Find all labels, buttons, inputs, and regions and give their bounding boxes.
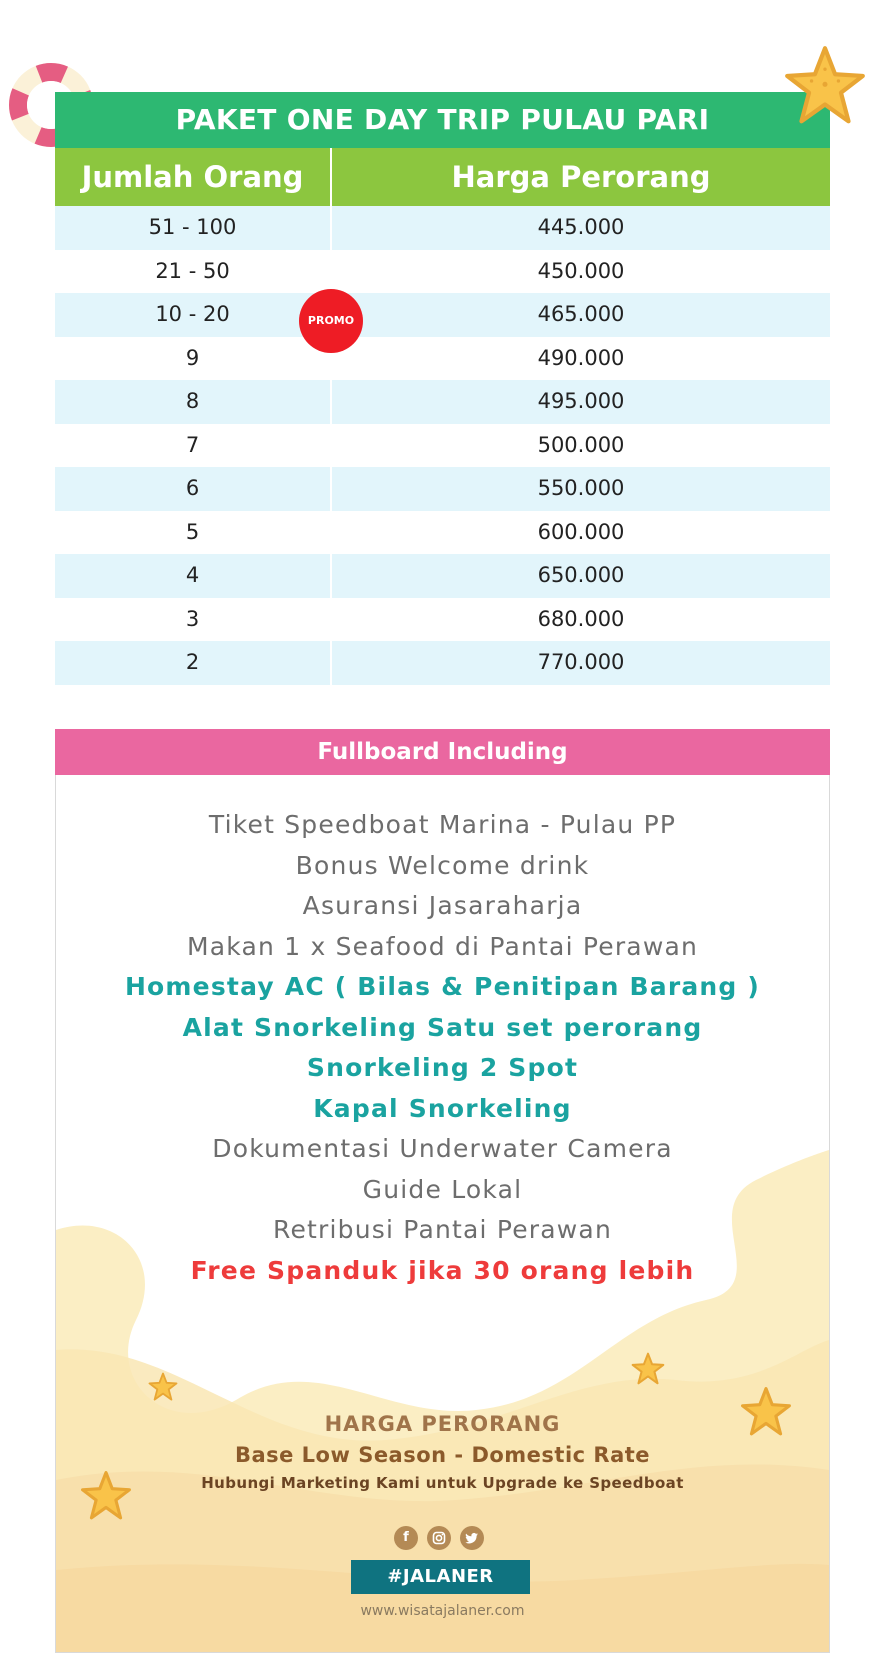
table-row <box>55 206 830 250</box>
cell-jumlah: 51 - 100 <box>148 215 237 239</box>
table-row <box>55 337 830 381</box>
table-header <box>55 148 830 206</box>
cell-jumlah: 6 <box>185 476 200 500</box>
cell-jumlah: 2 <box>185 650 200 674</box>
upgrade-note: Hubungi Marketing Kami untuk Upgrade ke Speedboat <box>201 1474 684 1492</box>
cell-harga: 600.000 <box>537 519 625 544</box>
table-row <box>55 641 830 685</box>
cell-jumlah: 3 <box>185 606 200 631</box>
instagram-icon[interactable] <box>427 1526 451 1550</box>
table-row <box>55 511 830 555</box>
twitter-icon[interactable] <box>460 1526 484 1550</box>
table-row <box>55 250 830 294</box>
price-title: HARGA PERORANG <box>324 1412 561 1436</box>
table-title: PAKET ONE DAY TRIP PULAU PARI <box>55 92 830 148</box>
cell-harga: 490.000 <box>537 345 625 370</box>
cell-jumlah: 10 - 20 <box>155 302 230 326</box>
list-item: Makan 1 x Seafood di Pantai Perawan <box>186 931 699 961</box>
price-table-body <box>55 206 830 685</box>
starfish-icon <box>783 44 867 128</box>
fullboard-title: Fullboard Including <box>55 729 830 775</box>
table-row <box>55 467 830 511</box>
cell-harga: 680.000 <box>537 606 625 631</box>
cell-harga: 445.000 <box>537 215 625 239</box>
price-subtitle: Base Low Season - Domestic Rate <box>234 1443 651 1467</box>
list-item: Guide Lokal <box>362 1174 523 1204</box>
list-item: Tiket Speedboat Marina - Pulau PP <box>208 810 677 839</box>
table-row <box>55 598 830 642</box>
cell-harga: 650.000 <box>537 563 625 587</box>
cell-jumlah: 21 - 50 <box>155 258 230 283</box>
website-link[interactable]: www.wisatajalaner.com <box>360 1603 525 1619</box>
cell-harga: 495.000 <box>537 389 625 413</box>
list-item: Kapal Snorkeling <box>313 1093 572 1123</box>
cell-jumlah: 8 <box>185 389 200 413</box>
cell-harga: 465.000 <box>537 302 625 326</box>
list-item: Dokumentasi Underwater Camera <box>212 1134 673 1163</box>
cell-jumlah: 7 <box>185 432 200 457</box>
promo-badge: PROMO <box>299 289 363 353</box>
list-item: Free Spanduk jika 30 orang lebih <box>190 1255 695 1285</box>
starfish-icon <box>148 1372 178 1402</box>
cell-jumlah: 9 <box>185 345 200 370</box>
table-row <box>55 554 830 598</box>
cell-jumlah: 5 <box>185 519 200 544</box>
header-jumlah-orang: Jumlah Orang <box>81 160 304 194</box>
cell-harga: 550.000 <box>537 476 625 500</box>
table-row <box>55 293 830 337</box>
cell-jumlah: 4 <box>185 563 200 587</box>
list-item: Homestay AC ( Bilas & Penitipan Barang ) <box>124 972 761 1001</box>
hashtag-badge: #JALANER <box>351 1560 530 1594</box>
cell-harga: 770.000 <box>537 650 625 674</box>
header-harga-perorang: Harga Perorang <box>451 160 711 194</box>
cell-harga: 450.000 <box>537 258 625 283</box>
table-row <box>55 380 830 424</box>
list-item: Retribusi Pantai Perawan <box>273 1215 612 1244</box>
table-row <box>55 424 830 468</box>
cell-harga: 500.000 <box>537 432 625 457</box>
fullboard-list <box>55 805 830 1291</box>
facebook-icon[interactable]: f <box>394 1526 418 1550</box>
starfish-icon <box>631 1352 665 1386</box>
list-item: Alat Snorkeling Satu set perorang <box>182 1012 703 1042</box>
list-item: Asuransi Jasaraharja <box>302 891 583 920</box>
list-item: Bonus Welcome drink <box>295 850 590 880</box>
list-item: Snorkeling 2 Spot <box>306 1053 579 1082</box>
